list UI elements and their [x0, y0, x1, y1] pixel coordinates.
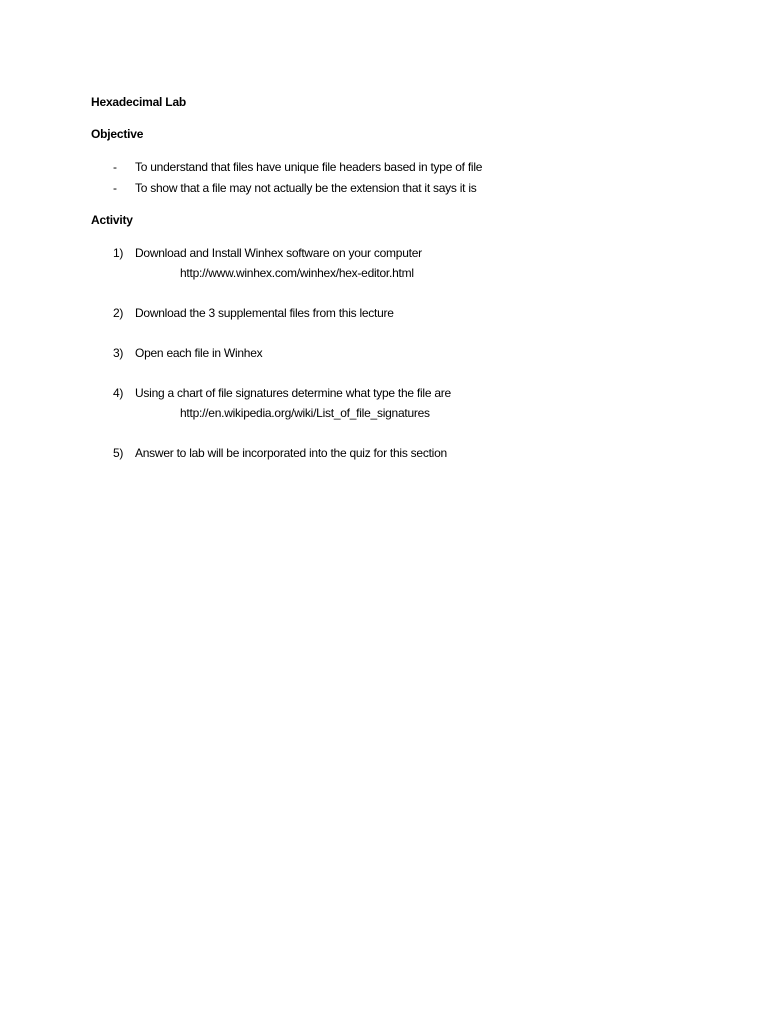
- step-number: 2): [113, 306, 124, 320]
- step-text: Download the 3 supplemental files from this lecture: [135, 306, 394, 320]
- bullet-marker: -: [113, 181, 117, 195]
- document-title: Hexadecimal Lab: [91, 95, 187, 109]
- objective-text: To understand that files have unique file headers based in type of file: [135, 160, 483, 174]
- step-text: Answer to lab will be incorporated into the quiz for this section: [135, 446, 447, 460]
- file-signatures-link: http://en.wikipedia.org/wiki/List_of_file_signatures: [180, 406, 430, 420]
- objective-heading: Objective: [91, 127, 144, 141]
- bullet-marker: -: [113, 160, 117, 174]
- winhex-link: http://www.winhex.com/winhex/hex-editor.html: [180, 266, 414, 280]
- step-text: Using a chart of file signatures determine what type the file are: [135, 386, 451, 400]
- activity-heading: Activity: [91, 213, 133, 227]
- step-number: 1): [113, 246, 124, 260]
- step-number: 4): [113, 386, 124, 400]
- step-number: 5): [113, 446, 124, 460]
- step-text: Download and Install Winhex software on your computer: [135, 246, 422, 260]
- step-number: 3): [113, 346, 124, 360]
- step-text: Open each file in Winhex: [135, 346, 263, 360]
- objective-text: To show that a file may not actually be the extension that it says it is: [135, 181, 477, 195]
